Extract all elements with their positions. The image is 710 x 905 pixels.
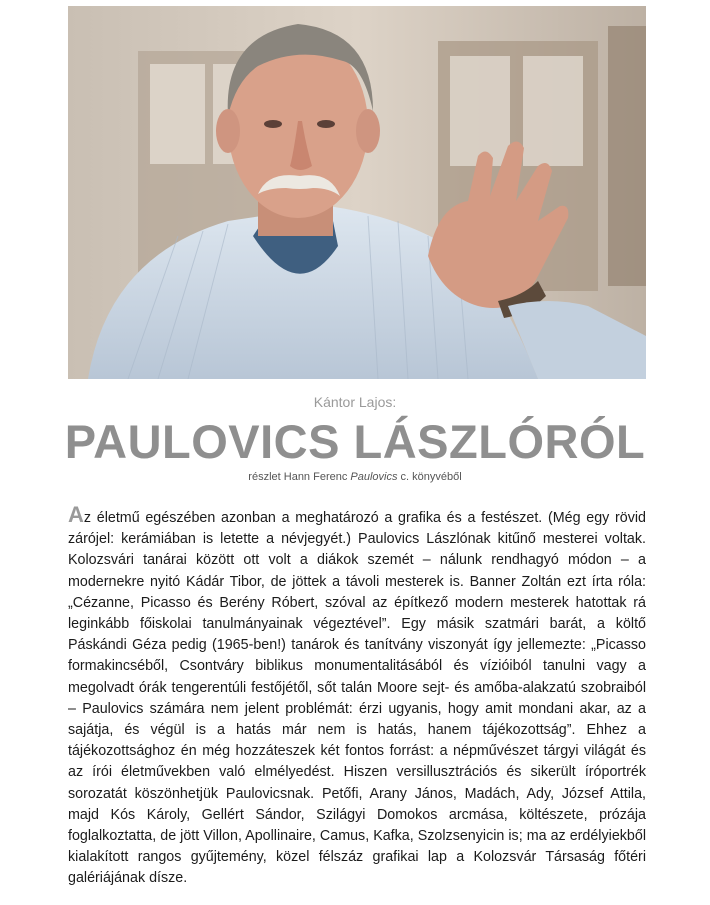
article-subtitle — [0, 471, 710, 483]
body-paragraph — [68, 504, 646, 890]
article-body — [68, 504, 646, 890]
author-name: Kántor Lajos: — [313, 394, 397, 410]
portrait-photo — [68, 6, 646, 379]
portrait-illustration — [68, 6, 646, 379]
drop-cap: A — [68, 502, 84, 527]
subtitle-prefix: részlet Hann Ferenc — [248, 471, 348, 483]
subtitle-suffix: c. könyvéből — [400, 471, 462, 483]
body-text: z életmű egészében azonban a meghatározó a grafika és a festészet. (Még egy rövid zárójel: kerámiában is letette a névjegyét.) Paulovics Lászlónak kitűnő mesterei voltak. Kolozsvári tanárai között ott volt a diákok szemét – nálunk rendhagyó módon – a modernekre nyitó Kádár Tibor, de jöttek a távoli mesterek is. Banner Zoltán ezt írta róla: „Cézanne, Picasso és Berény Róbert, szóval az építkező modern mesterek hatottak rá leginkább főiskolai tanulmányainak végeztével”. Egy másik szatmári barát, a költő Páskándi Géza pedig (1965-ben!) tanárok és tanítvány viszonyát így jellemezte: „Picasso formakincséből, Csontváry biblikus monumentalitásából és vízióiból tanulni vagy a megolvadt órák tengerentúli festőjétől, sőt talán Moore sejt- és amőba-alakzatú szobraiból – Paulovics számára nem jelent problémát: érzi ugyanis, hogy amit mondani akar, az a sajátja, és végül is a hatás már nem is hatás, hanem tájékozottság”. Ehhez a tájékozottsághoz én még hozzáteszek két fontos forrást: a népművészet tárgyi világát és az írói életművekben való elmélyedést. Hiszen versillusztrációs és sikerült íróportrék sorozatát köszönhetjük Paulovicsnak. Petőfi, Arany János, Madách, Ady, József Attila, majd Kós Károly, Gellért Sándor, Szilágyi Domokos arcmása, költészete, prózája foglalkoztatta, de jött Villon, Apollinaire, Camus, Kafka, Szolzsenyicin is; ma az erdélyiekből kialakított rangos gyűjtemény, közel félszáz grafikai lap a Kolozsvár Társaság főtéri galériájának dísze. — [68, 510, 646, 887]
article-title: PAULOVICS LÁSZLÓRÓL — [64, 415, 646, 468]
subtitle-book-title: Paulovics — [350, 471, 398, 483]
